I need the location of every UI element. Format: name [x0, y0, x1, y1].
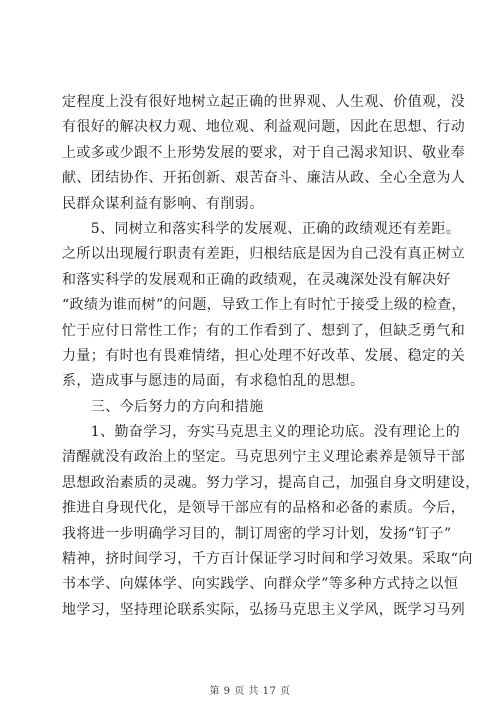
- text-line: 定程度上没有很好地树立起正确的世界观、人生观、价值观，没: [62, 94, 466, 110]
- text-line: 献、团结协作、开拓创新、艰苦奋斗、廉洁从政、全心全意为人: [62, 170, 466, 187]
- text-line: 推进自身现代化，是领导干部应有的品格和必备的素质。今后，: [62, 500, 466, 517]
- text-line: “政绩为谁而树”的问题，导致工作上有时忙于接受上级的检查，: [62, 297, 466, 314]
- text-line: 书本学、向媒体学、向实践学、向群众学”等多种方式持之以恒: [62, 576, 459, 593]
- text-line: 力量；有时也有畏难情绪，担心处理不好改革、发展、稳定的关: [62, 347, 466, 364]
- text-line: 忙于应付日常性工作；有的工作看到了、想到了，但缺乏勇气和: [62, 322, 466, 339]
- text-line: 之所以出现履行职责有差距，归根结底是因为自己没有真正树立: [62, 246, 466, 263]
- page-number: 第 9 页 共 17 页: [209, 686, 291, 697]
- text-line: 我将进一步明确学习目的，制订周密的学习计划，发扬“钉子”: [62, 525, 452, 542]
- text-line: 清醒就没有政治上的坚定。马克思列宁主义理论素养是领导干部: [62, 449, 466, 466]
- text-line: 有很好的解决权力观、地位观、利益观问题，因此在思想、行动: [62, 119, 466, 136]
- text-line: 系，造成事与愿违的局面，有求稳怕乱的思想。: [62, 373, 365, 390]
- text-line: 5、同树立和落实科学的发展观、正确的政绩观还有差距。: [62, 220, 461, 237]
- text-line: 上或多或少跟不上形势发展的要求，对于自己渴求知识、敬业奉: [62, 144, 466, 161]
- page-footer: [0, 682, 500, 697]
- text-line: 精神，挤时间学习，千方百计保证学习时间和学习效果。采取“向: [62, 551, 473, 568]
- text-line: 1、勤奋学习，夯实马克思主义的理论功底。没有理论上的: [62, 424, 461, 441]
- body-text: [62, 90, 480, 623]
- section-heading: 三、今后努力的方向和措施: [62, 398, 264, 415]
- text-line: 民群众谋利益有影响、有削弱。: [62, 195, 264, 212]
- text-line: 思想政治素质的灵魂。努力学习，提高自己，加强自身文明建设，: [62, 474, 480, 491]
- document-body: [62, 90, 480, 623]
- text-line: 地学习，坚持理论联系实际，弘扬马克思主义学风，既学习马列: [62, 601, 466, 618]
- text-line: 和落实科学的发展观和正确的政绩观，在灵魂深处没有解决好: [62, 271, 451, 288]
